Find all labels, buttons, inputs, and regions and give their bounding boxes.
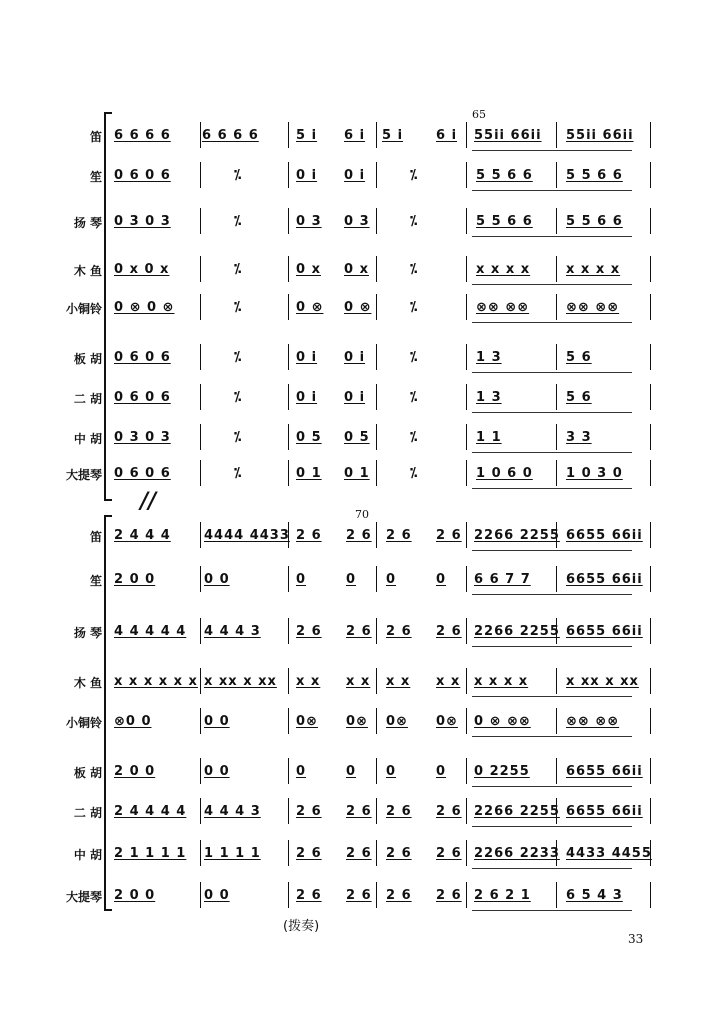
measure-notes: 0 ⊗ bbox=[344, 300, 372, 315]
bar-line bbox=[466, 798, 467, 824]
measure-notes: 2266 2255 bbox=[474, 528, 560, 543]
end-bar-line bbox=[650, 384, 651, 410]
bar-line bbox=[376, 384, 377, 410]
end-bar-line bbox=[650, 708, 651, 734]
measure-notes: 6 i bbox=[344, 128, 366, 143]
measure-notes: 5 6 bbox=[566, 350, 592, 365]
end-bar-line bbox=[650, 798, 651, 824]
dynamic-line bbox=[472, 910, 632, 911]
bar-line bbox=[288, 668, 289, 694]
dynamic-line bbox=[472, 826, 632, 827]
measure-notes: 2 6 bbox=[296, 528, 322, 543]
measure-notes: 2 4 4 4 bbox=[114, 528, 171, 543]
bar-line bbox=[376, 122, 377, 148]
measure-notes: 2 6 bbox=[346, 804, 372, 819]
bar-line bbox=[466, 566, 467, 592]
bar-line bbox=[200, 256, 201, 282]
instrument-label: 小铜铃 bbox=[65, 302, 102, 316]
measure-notes: ⊗⊗ ⊗⊗ bbox=[566, 714, 620, 729]
bar-line bbox=[556, 424, 557, 450]
measure-notes: 55ii 66ii bbox=[566, 128, 634, 143]
measure-notes: ⁒ bbox=[234, 168, 243, 183]
measure-notes: 6 6 6 6 bbox=[202, 128, 259, 143]
measure-notes: ⁒ bbox=[234, 300, 243, 315]
bar-line bbox=[288, 566, 289, 592]
dynamic-line bbox=[472, 452, 632, 453]
bar-line bbox=[288, 758, 289, 784]
bar-line bbox=[556, 566, 557, 592]
measure-notes: ⁒ bbox=[234, 262, 243, 277]
measure-notes: 0 ⊗ ⊗⊗ bbox=[474, 714, 531, 729]
measure-notes: 6655 66ii bbox=[566, 764, 643, 779]
measure-notes: 0 bbox=[296, 764, 307, 779]
dynamic-line bbox=[472, 696, 632, 697]
bar-line bbox=[376, 294, 377, 320]
dynamic-line bbox=[472, 372, 632, 373]
measure-notes: x x bbox=[346, 674, 371, 689]
measure-notes: 2 0 0 bbox=[114, 888, 156, 903]
end-bar-line bbox=[650, 566, 651, 592]
measure-notes: x x x x x x bbox=[114, 674, 198, 689]
instrument-label: 二 胡 bbox=[73, 806, 102, 820]
bar-line bbox=[200, 668, 201, 694]
performance-note: (拨奏) bbox=[283, 919, 320, 934]
measure-notes: 2 6 bbox=[436, 528, 462, 543]
bar-line bbox=[556, 460, 557, 486]
bar-line bbox=[288, 294, 289, 320]
measure-notes: 2266 2255 bbox=[474, 804, 560, 819]
measure-notes: ⊗⊗ ⊗⊗ bbox=[566, 300, 620, 315]
measure-notes: 4 4 4 3 bbox=[204, 624, 261, 639]
instrument-label: 扬 琴 bbox=[73, 216, 102, 230]
measure-number-65: 65 bbox=[472, 108, 486, 121]
bar-line bbox=[288, 162, 289, 188]
measure-notes: 2 6 bbox=[436, 888, 462, 903]
measure-notes: 0 3 bbox=[344, 214, 370, 229]
measure-notes: 0 2255 bbox=[474, 764, 530, 779]
bar-line bbox=[466, 618, 467, 644]
measure-notes: 4 4 4 3 bbox=[204, 804, 261, 819]
bar-line bbox=[200, 882, 201, 908]
measure-notes: 0 bbox=[436, 572, 447, 587]
measure-notes: 2 6 bbox=[346, 846, 372, 861]
measure-notes: ⊗⊗ ⊗⊗ bbox=[476, 300, 530, 315]
dynamic-line bbox=[472, 550, 632, 551]
bar-line bbox=[288, 618, 289, 644]
measure-notes: 0 1 bbox=[296, 466, 322, 481]
measure-notes: 0 i bbox=[296, 350, 318, 365]
measure-notes: 5 5 6 6 bbox=[566, 214, 623, 229]
dynamic-line bbox=[472, 488, 632, 489]
bar-line bbox=[376, 758, 377, 784]
bar-line bbox=[376, 344, 377, 370]
measure-notes: 2 6 bbox=[386, 528, 412, 543]
bar-line bbox=[200, 460, 201, 486]
dynamic-line bbox=[472, 646, 632, 647]
measure-notes: 5 6 bbox=[566, 390, 592, 405]
measure-notes: 1 0 6 0 bbox=[476, 466, 533, 481]
instrument-label: 二 胡 bbox=[73, 392, 102, 406]
system2-brace bbox=[104, 515, 112, 911]
instrument-label: 笛 bbox=[89, 530, 102, 544]
end-bar-line bbox=[650, 162, 651, 188]
bar-line bbox=[556, 882, 557, 908]
bar-line bbox=[556, 668, 557, 694]
instrument-label: 大提琴 bbox=[65, 890, 102, 904]
bar-line bbox=[200, 522, 201, 548]
bar-line bbox=[376, 208, 377, 234]
dynamic-line bbox=[472, 868, 632, 869]
instrument-label: 木 鱼 bbox=[73, 264, 102, 278]
measure-notes: ⁒ bbox=[410, 466, 419, 481]
measure-notes: ⁒ bbox=[410, 390, 419, 405]
measure-notes: 2 6 bbox=[436, 624, 462, 639]
measure-notes: 2 0 0 bbox=[114, 572, 156, 587]
instrument-label: 板 胡 bbox=[73, 352, 102, 366]
measure-notes: 1 3 bbox=[476, 390, 502, 405]
instrument-label: 扬 琴 bbox=[73, 626, 102, 640]
end-bar-line bbox=[650, 618, 651, 644]
measure-notes: 0 bbox=[346, 572, 357, 587]
measure-notes: x xx x xx bbox=[204, 674, 277, 689]
bar-line bbox=[200, 424, 201, 450]
measure-notes: 0 ⊗ 0 ⊗ bbox=[114, 300, 175, 315]
measure-notes: 0 0 bbox=[204, 714, 230, 729]
measure-notes: 1 3 bbox=[476, 350, 502, 365]
instrument-label: 笙 bbox=[89, 170, 102, 184]
measure-notes: 0 0 bbox=[204, 764, 230, 779]
dynamic-line bbox=[472, 412, 632, 413]
measure-notes: 6655 66ii bbox=[566, 528, 643, 543]
bar-line bbox=[466, 758, 467, 784]
measure-notes: 0 5 bbox=[296, 430, 322, 445]
bar-line bbox=[376, 840, 377, 866]
measure-notes: 0 6 0 6 bbox=[114, 168, 171, 183]
measure-notes: ⁒ bbox=[234, 350, 243, 365]
system-break-mark: // bbox=[140, 488, 157, 514]
measure-notes: 5 5 6 6 bbox=[476, 168, 533, 183]
measure-notes: 0 bbox=[386, 764, 397, 779]
measure-notes: 5 i bbox=[382, 128, 404, 143]
measure-notes: 2 6 bbox=[386, 804, 412, 819]
measure-notes: 5 5 6 6 bbox=[476, 214, 533, 229]
end-bar-line bbox=[650, 122, 651, 148]
measure-notes: ⁒ bbox=[410, 300, 419, 315]
measure-notes: 2 6 bbox=[346, 528, 372, 543]
bar-line bbox=[556, 122, 557, 148]
measure-notes: 0 5 bbox=[344, 430, 370, 445]
measure-notes: 2266 2255 bbox=[474, 624, 560, 639]
measure-notes: ⁒ bbox=[410, 168, 419, 183]
bar-line bbox=[376, 460, 377, 486]
bar-line bbox=[466, 294, 467, 320]
measure-notes: 6655 66ii bbox=[566, 804, 643, 819]
bar-line bbox=[288, 882, 289, 908]
measure-notes: 6 i bbox=[436, 128, 458, 143]
measure-notes: 2 6 bbox=[386, 888, 412, 903]
end-bar-line bbox=[650, 758, 651, 784]
measure-notes: 0 i bbox=[344, 350, 366, 365]
measure-notes: 0 i bbox=[344, 390, 366, 405]
bar-line bbox=[466, 668, 467, 694]
measure-notes: 1 1 bbox=[476, 430, 502, 445]
measure-notes: 5 i bbox=[296, 128, 318, 143]
bar-line bbox=[200, 708, 201, 734]
end-bar-line bbox=[650, 668, 651, 694]
measure-notes: 0 6 0 6 bbox=[114, 466, 171, 481]
measure-number-70: 70 bbox=[355, 508, 369, 521]
measure-notes: x x bbox=[296, 674, 321, 689]
measure-notes: 3 3 bbox=[566, 430, 592, 445]
dynamic-line bbox=[472, 322, 632, 323]
bar-line bbox=[200, 758, 201, 784]
measure-notes: 0 i bbox=[296, 168, 318, 183]
bar-line bbox=[200, 566, 201, 592]
bar-line bbox=[200, 208, 201, 234]
bar-line bbox=[200, 840, 201, 866]
bar-line bbox=[376, 618, 377, 644]
bar-line bbox=[288, 424, 289, 450]
bar-line bbox=[466, 256, 467, 282]
bar-line bbox=[376, 424, 377, 450]
bar-line bbox=[200, 344, 201, 370]
measure-notes: 0 0 bbox=[204, 888, 230, 903]
measure-notes: 2 6 bbox=[436, 804, 462, 819]
bar-line bbox=[288, 344, 289, 370]
measure-notes: 0 3 0 3 bbox=[114, 214, 171, 229]
measure-notes: 0 x 0 x bbox=[114, 262, 170, 277]
measure-notes: 2 6 bbox=[436, 846, 462, 861]
bar-line bbox=[288, 840, 289, 866]
bar-line bbox=[288, 798, 289, 824]
measure-notes: 0 6 0 6 bbox=[114, 390, 171, 405]
bar-line bbox=[376, 798, 377, 824]
measure-notes: 0 0 bbox=[204, 572, 230, 587]
measure-notes: 4433 4455 bbox=[566, 846, 652, 861]
bar-line bbox=[556, 344, 557, 370]
measure-notes: 0 bbox=[436, 764, 447, 779]
measure-notes: ⁒ bbox=[410, 214, 419, 229]
dynamic-line bbox=[472, 594, 632, 595]
measure-notes: 0 i bbox=[296, 390, 318, 405]
bar-line bbox=[556, 208, 557, 234]
bar-line bbox=[556, 162, 557, 188]
bar-line bbox=[376, 882, 377, 908]
measure-notes: 0 3 bbox=[296, 214, 322, 229]
bar-line bbox=[466, 162, 467, 188]
measure-notes: 0⊗ bbox=[436, 714, 458, 729]
measure-notes: 2 6 bbox=[296, 888, 322, 903]
measure-notes: ⁒ bbox=[410, 430, 419, 445]
measure-notes: ⁒ bbox=[234, 214, 243, 229]
bar-line bbox=[200, 294, 201, 320]
measure-notes: 0 i bbox=[344, 168, 366, 183]
measure-notes: x x bbox=[386, 674, 411, 689]
bar-line bbox=[376, 522, 377, 548]
bar-line bbox=[288, 460, 289, 486]
bar-line bbox=[466, 840, 467, 866]
measure-notes: ⁒ bbox=[234, 430, 243, 445]
measure-notes: 2 6 bbox=[386, 846, 412, 861]
measure-notes: x x x x bbox=[474, 674, 529, 689]
measure-notes: 6 6 6 6 bbox=[114, 128, 171, 143]
end-bar-line bbox=[650, 344, 651, 370]
end-bar-line bbox=[650, 294, 651, 320]
measure-notes: 0 x bbox=[344, 262, 369, 277]
bar-line bbox=[556, 708, 557, 734]
measure-notes: 6655 66ii bbox=[566, 572, 643, 587]
measure-notes: 0 bbox=[296, 572, 307, 587]
end-bar-line bbox=[650, 208, 651, 234]
bar-line bbox=[288, 384, 289, 410]
page-number: 33 bbox=[628, 932, 644, 946]
bar-line bbox=[200, 618, 201, 644]
measure-notes: x x x x bbox=[476, 262, 531, 277]
measure-notes: 0 1 bbox=[344, 466, 370, 481]
instrument-label: 小铜铃 bbox=[65, 716, 102, 730]
instrument-label: 大提琴 bbox=[65, 468, 102, 482]
bar-line bbox=[376, 162, 377, 188]
bar-line bbox=[288, 208, 289, 234]
measure-notes: 0 6 0 6 bbox=[114, 350, 171, 365]
measure-notes: 2 6 bbox=[346, 888, 372, 903]
measure-notes: 2 0 0 bbox=[114, 764, 156, 779]
measure-notes: 55ii 66ii bbox=[474, 128, 542, 143]
measure-notes: x x x x bbox=[566, 262, 621, 277]
measure-notes: 6 6 7 7 bbox=[474, 572, 531, 587]
measure-notes: 0⊗ bbox=[386, 714, 408, 729]
measure-notes: ⁒ bbox=[410, 350, 419, 365]
measure-notes: 1 1 1 1 bbox=[204, 846, 261, 861]
bar-line bbox=[288, 256, 289, 282]
measure-notes: 2 6 bbox=[296, 624, 322, 639]
measure-notes: 0 ⊗ bbox=[296, 300, 324, 315]
end-bar-line bbox=[650, 424, 651, 450]
bar-line bbox=[466, 460, 467, 486]
measure-notes: 0⊗ bbox=[296, 714, 318, 729]
measure-notes: 0 3 0 3 bbox=[114, 430, 171, 445]
measure-notes: 6 5 4 3 bbox=[566, 888, 623, 903]
bar-line bbox=[466, 122, 467, 148]
bar-line bbox=[466, 208, 467, 234]
bar-line bbox=[466, 424, 467, 450]
end-bar-line bbox=[650, 460, 651, 486]
bar-line bbox=[556, 256, 557, 282]
measure-notes: ⁒ bbox=[234, 390, 243, 405]
bar-line bbox=[466, 708, 467, 734]
measure-notes: 4 4 4 4 4 bbox=[114, 624, 187, 639]
measure-notes: 2 1 1 1 1 bbox=[114, 846, 187, 861]
bar-line bbox=[200, 162, 201, 188]
dynamic-line bbox=[472, 786, 632, 787]
measure-notes: 2 6 bbox=[296, 804, 322, 819]
measure-notes: x x bbox=[436, 674, 461, 689]
measure-notes: 2 4 4 4 4 bbox=[114, 804, 187, 819]
instrument-label: 木 鱼 bbox=[73, 676, 102, 690]
measure-notes: 6655 66ii bbox=[566, 624, 643, 639]
measure-notes: 2 6 bbox=[296, 846, 322, 861]
bar-line bbox=[466, 522, 467, 548]
bar-line bbox=[376, 566, 377, 592]
measure-notes: 0 x bbox=[296, 262, 321, 277]
end-bar-line bbox=[650, 522, 651, 548]
measure-notes: 2 6 2 1 bbox=[474, 888, 531, 903]
end-bar-line bbox=[650, 256, 651, 282]
bar-line bbox=[376, 708, 377, 734]
dynamic-line bbox=[472, 736, 632, 737]
measure-notes: ⊗0 0 bbox=[114, 714, 152, 729]
measure-notes: 0⊗ bbox=[346, 714, 368, 729]
measure-notes: ⁒ bbox=[410, 262, 419, 277]
bar-line bbox=[376, 256, 377, 282]
bar-line bbox=[556, 384, 557, 410]
measure-notes: 2266 2233 bbox=[474, 846, 560, 861]
bar-line bbox=[200, 122, 201, 148]
system1-brace bbox=[104, 112, 112, 501]
bar-line bbox=[556, 758, 557, 784]
measure-notes: 4444 4433 bbox=[204, 528, 290, 543]
bar-line bbox=[466, 384, 467, 410]
instrument-label: 中 胡 bbox=[73, 848, 102, 862]
measure-notes: 0 bbox=[386, 572, 397, 587]
measure-notes: 2 6 bbox=[346, 624, 372, 639]
instrument-label: 板 胡 bbox=[73, 766, 102, 780]
bar-line bbox=[466, 882, 467, 908]
dynamic-line bbox=[472, 284, 632, 285]
bar-line bbox=[200, 798, 201, 824]
dynamic-line bbox=[472, 190, 632, 191]
measure-notes: 5 5 6 6 bbox=[566, 168, 623, 183]
bar-line bbox=[288, 122, 289, 148]
dynamic-line bbox=[472, 236, 632, 237]
measure-notes: 2 6 bbox=[386, 624, 412, 639]
bar-line bbox=[288, 708, 289, 734]
measure-notes: ⁒ bbox=[234, 466, 243, 481]
bar-line bbox=[466, 344, 467, 370]
instrument-label: 中 胡 bbox=[73, 432, 102, 446]
bar-line bbox=[556, 294, 557, 320]
bar-line bbox=[376, 668, 377, 694]
measure-notes: 0 bbox=[346, 764, 357, 779]
measure-notes: x xx x xx bbox=[566, 674, 639, 689]
end-bar-line bbox=[650, 882, 651, 908]
measure-notes: 1 0 3 0 bbox=[566, 466, 623, 481]
bar-line bbox=[200, 384, 201, 410]
instrument-label: 笙 bbox=[89, 574, 102, 588]
instrument-label: 笛 bbox=[89, 130, 102, 144]
dynamic-line bbox=[472, 150, 632, 151]
